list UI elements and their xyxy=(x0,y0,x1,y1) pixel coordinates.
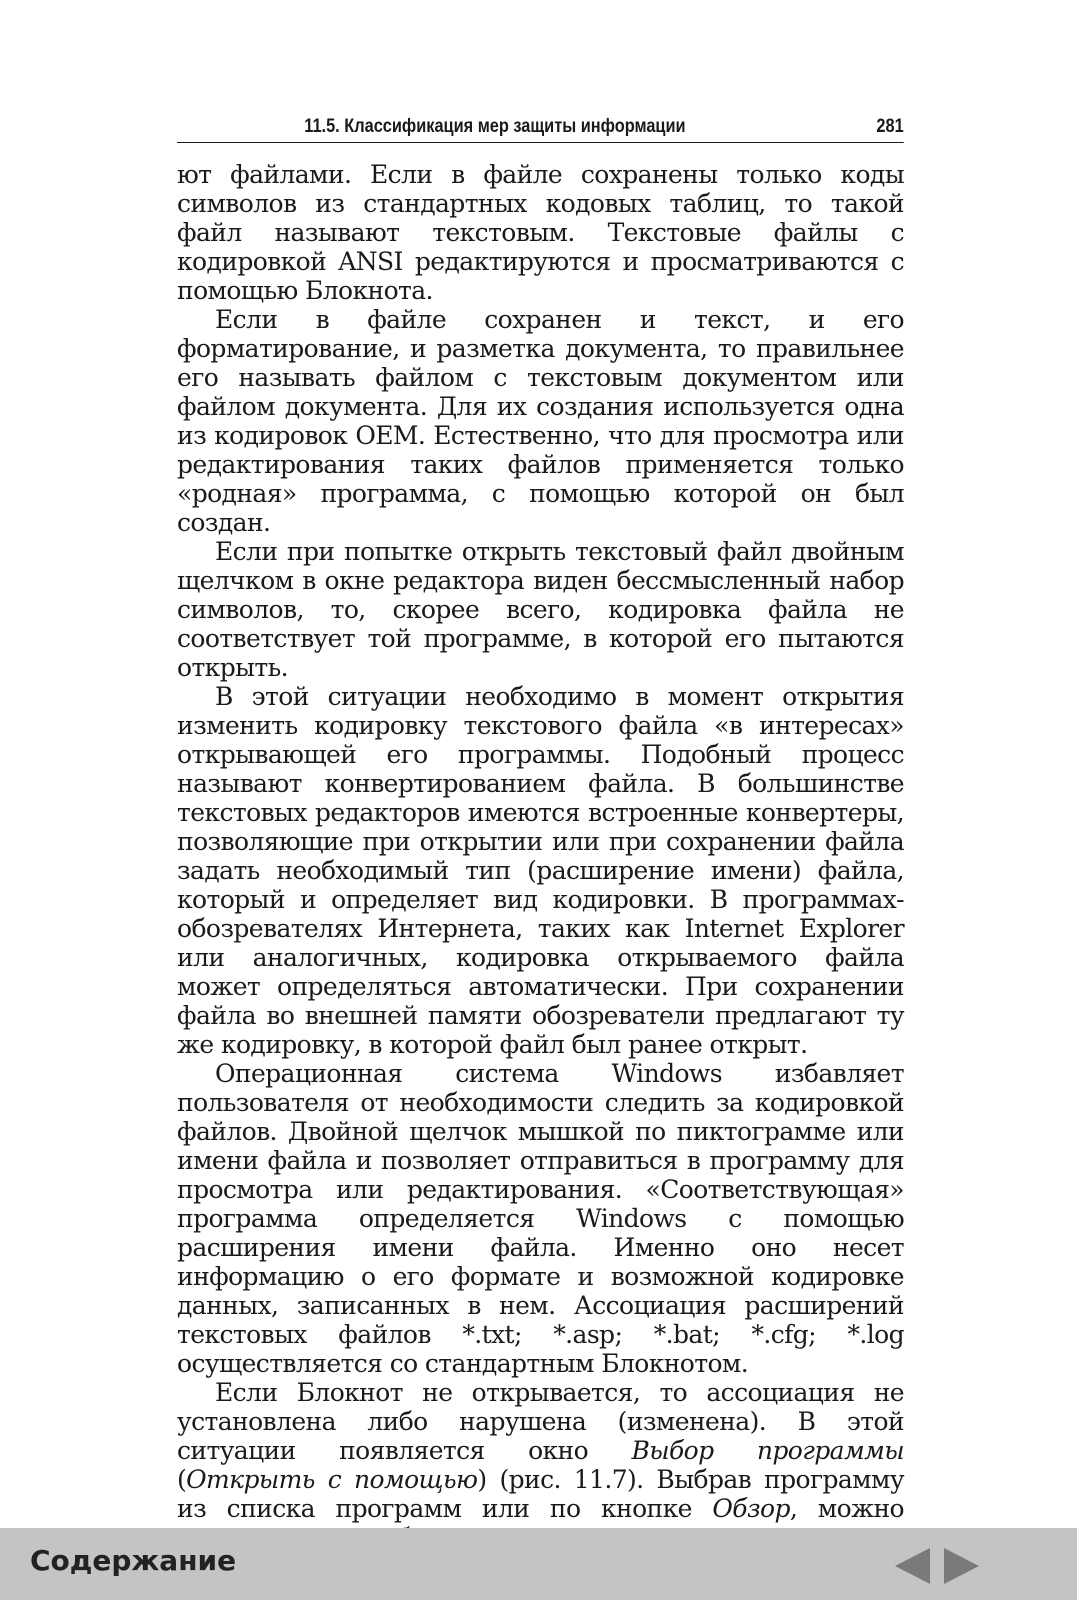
paragraph: Если при попытке открыть текстовый файл двойным щелчком в окне редактора виден бессмысленный набор символов, то, скорее всего, кодировка файла не соответствует той программе, в которой его пытаются открыть. xyxy=(177,537,904,682)
dialog-name-italic: Открыть с помощью xyxy=(186,1465,478,1494)
page-number: 281 xyxy=(876,116,904,137)
paragraph: Операционная система Windows избавляет пользователя от необходимости следить за кодировкой файлов. Двойной щелчок мышкой по пиктограмме или имени файла и позволяет отправиться в программу для просмотра или редактирования. «Соответствующая» программа определяется Windows с помощью расширения имени файла. Именно оно несет информацию о его формате и возможной кодировке данных, записанных в нем. Ассоциация расширений текстовых файлов *.txt; *.asp; *.bat; *.cfg; *.log осуществляется со стандартным Блокнотом. xyxy=(177,1059,904,1378)
paragraph-text: Если Блокнот не открывается, то ассоциация не установлена либо нарушена (изменена). В этой ситуации появляется окно xyxy=(177,1378,904,1465)
prev-page-arrow-icon[interactable] xyxy=(895,1548,930,1584)
section-title: 11.5. Классификация мер защиты информации xyxy=(304,116,686,137)
dialog-name-italic: Выбор программы xyxy=(631,1436,904,1465)
paragraph: Если в файле сохранен и текст, и его форматирование, и разметка документа, то правильнее его называть файлом с текстовым документом или файлом документа. Для их создания используется одна из кодировок OEM. Естественно, что для просмотра или редактирования таких файлов применяется только «родная» программа, с помощью которой он был создан. xyxy=(177,305,904,537)
paragraph-text: ( xyxy=(177,1465,187,1494)
paragraph: В этой ситуации необходимо в момент открытия изменить кодировку текстового файла «в интересах» открывающей его программы. Подобный процесс называют конвертированием файла. В большинстве текстовых редакторов имеются встроенные конвертеры, позволяющие при открытии или при сохранении файла задать необходимый тип (расширение имени) файла, который и определяет вид кодировки. В программах-обозревателях Интернета, таких как Internet Explorer или аналогичных, кодировка открываемого файла может определяться автоматически. При сохранении файла во внешней памяти обозреватели предлагают ту же кодировку, в которой файл был ранее открыт. xyxy=(177,682,904,1059)
button-name-italic: Обзор xyxy=(712,1494,790,1523)
reader-nav-bar xyxy=(0,1528,1077,1600)
paragraph-text: ) (рис. 11.7). Выбрав программу из списка программ или по кнопке xyxy=(177,1465,904,1523)
paragraph: ют файлами. Если в файле сохранены только коды символов из стандартных кодовых таблиц, то такой файл называют текстовым. Текстовые файлы с кодировкой ANSI редактируются и просматриваются с помощью Блокнота. xyxy=(177,160,904,305)
body-text xyxy=(177,160,904,1581)
contents-link[interactable]: Содержание xyxy=(30,1544,237,1577)
paragraph-text: , можно xyxy=(789,1494,904,1523)
running-head xyxy=(177,112,904,143)
next-page-arrow-icon[interactable] xyxy=(944,1548,979,1584)
